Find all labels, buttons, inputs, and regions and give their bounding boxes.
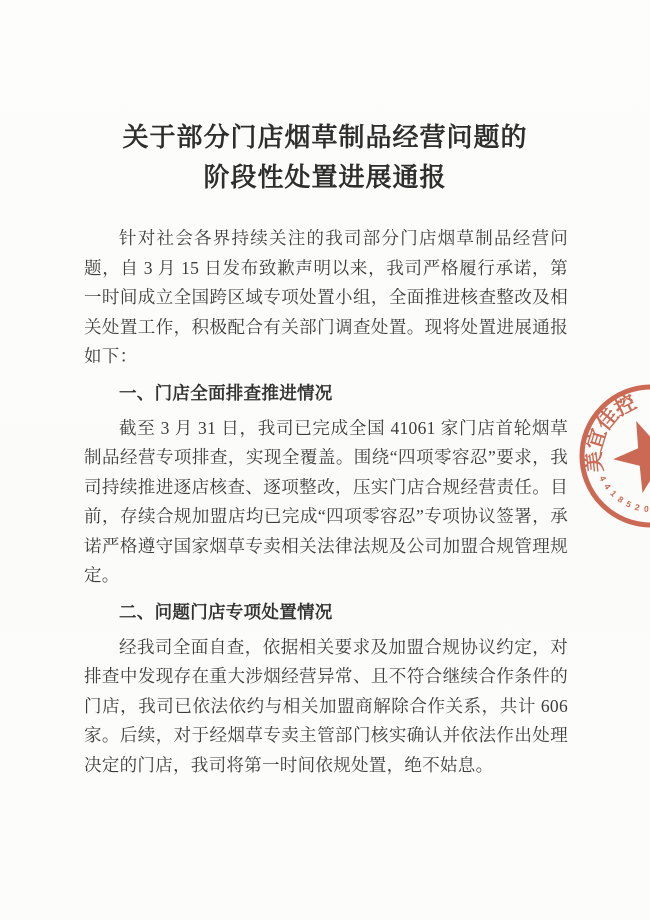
title-line-2: 阶段性处置进展通报 bbox=[203, 163, 447, 192]
seal-digit-7: 0 bbox=[643, 503, 650, 514]
seal-digit-6: 2 bbox=[633, 501, 641, 513]
seal-digit-5: 5 bbox=[624, 498, 633, 510]
seal-char-4: 控 bbox=[610, 389, 640, 421]
section-heading-2: 二、问题门店专项处置情况 bbox=[119, 601, 333, 622]
seal-digit-1: 4 bbox=[597, 474, 609, 483]
section-heading-1: 一、门店全面排查推进情况 bbox=[119, 382, 333, 403]
seal-char-2: 宜 bbox=[581, 425, 612, 453]
seal-char-1: 美 bbox=[581, 450, 608, 474]
document-title bbox=[40, 118, 610, 198]
paragraph-problem-store-handling: 经我司全面自查，依据相关要求及加盟合规协议约定，对排查中发现存在重大涉烟经营异常、且不符合继续合作条件的门店，我司已依法依约与相关加盟商解除合作关系，共计 606 家。后续，对于经烟草专卖主管部门核实确认并依法作出处理决定的门店，我司将第一时间依规处置，绝不姑息。 bbox=[84, 636, 568, 775]
paragraph-intro: 针对社会各界持续关注的我司部分门店烟草制品经营问题，自 3 月 15 日发布致歉声明以来，我司严格履行承诺，第一时间成立全国跨区域专项处置小组，全面推进核查整改及相关处置工作，积极配合有关部门调查处置。现将处置进展通报如下： bbox=[84, 228, 568, 366]
seal-digit-2: 4 bbox=[602, 481, 614, 492]
seal-digit-4: 8 bbox=[615, 493, 626, 505]
seal-char-3: 佳 bbox=[591, 403, 624, 436]
document-body bbox=[84, 224, 568, 780]
seal-digit-3: 1 bbox=[608, 488, 619, 499]
paragraph-store-inspection: 截至 3 月 31 日，我司已完成全国 41061 家门店首轮烟草制品经营专项排查，实现全覆盖。围绕“四项零容忍”要求，我司持续推进逐店核查、逐项整改，压实门店合规经营责任。目前，存续合规加盟店均已完成“四项零容忍”专项协议签署，承诺严格遵守国家烟草专卖相关法律法规及公司加盟合规管理规定。 bbox=[84, 417, 568, 585]
star-icon bbox=[613, 421, 650, 493]
title-line-1: 关于部分门店烟草制品经营问题的 bbox=[122, 123, 528, 152]
official-seal-stamp bbox=[571, 376, 650, 536]
